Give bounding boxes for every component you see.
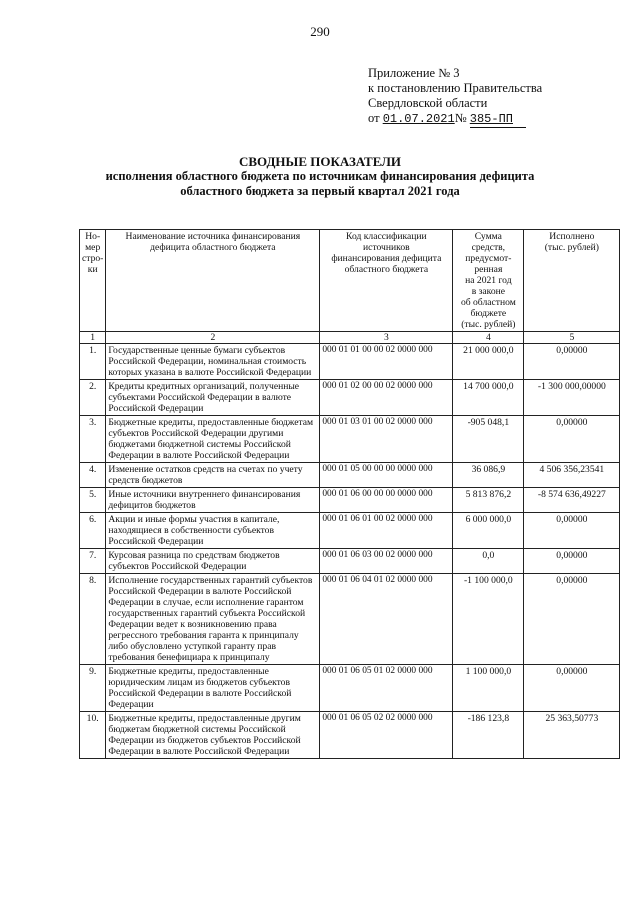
decree-date: 01.07.2021 — [382, 112, 455, 126]
header-planned-sum: Сумма средств, предусмот- ренная на 2021 год в законе об областном бюджете (тыс. рублей) — [453, 230, 524, 332]
column-index-cell: 5 — [524, 332, 620, 344]
source-name-cell: Бюджетные кредиты, предоставленные другим бюджетам бюджетной системы Российской Федерации из бюджетов субъектов Российской Федерации в валюте Российской Федерации — [106, 712, 320, 759]
executed-cell: 25 363,50773 — [524, 712, 620, 759]
title-line3: областного бюджета за первый квартал 2021 года — [180, 184, 460, 198]
row-number-cell: 2. — [80, 380, 106, 416]
planned-sum-cell: 5 813 876,2 — [453, 488, 524, 513]
column-index-cell: 2 — [106, 332, 320, 344]
title-line2: исполнения областного бюджета по источникам финансирования дефицита — [105, 169, 535, 183]
title-line1: СВОДНЫЕ ПОКАЗАТЕЛИ — [238, 154, 402, 169]
planned-sum-cell: 36 086,9 — [453, 463, 524, 488]
page-number: 290 — [310, 24, 330, 39]
table-row — [80, 712, 620, 759]
appendix-line2: к постановлению Правительства — [368, 81, 543, 95]
document-title — [0, 154, 640, 199]
column-index-cell: 1 — [80, 332, 106, 344]
classification-code-cell: 000 01 02 00 00 02 0000 000 — [320, 380, 453, 416]
classification-code-cell: 000 01 03 01 00 02 0000 000 — [320, 416, 453, 463]
source-name-cell: Исполнение государственных гарантий субъектов Российской Федерации в валюте Российской Федерации в случае, если исполнение гарантом государственных гарантий субъекта Российской Федерации ведет к возникновению права регрессного требования гаранта к принципалу либо обусловлено уступкой гаранту прав требования бенефициара к принципалу — [106, 574, 320, 665]
table-row — [80, 463, 620, 488]
header-row-number: Но- мер стро- ки — [80, 230, 106, 332]
row-number-cell: 1. — [80, 344, 106, 380]
table-row — [80, 549, 620, 574]
source-name-cell: Государственные ценные бумаги субъектов Российской Федерации, номинальная стоимость которых указана в валюте Российской Федерации — [106, 344, 320, 380]
row-number-cell: 7. — [80, 549, 106, 574]
date-prefix: от — [368, 111, 380, 125]
row-number-cell: 4. — [80, 463, 106, 488]
planned-sum-cell: -1 100 000,0 — [453, 574, 524, 665]
executed-cell: 0,00000 — [524, 549, 620, 574]
executed-cell: 4 506 356,23541 — [524, 463, 620, 488]
planned-sum-cell: -905 048,1 — [453, 416, 524, 463]
executed-cell: -8 574 636,49227 — [524, 488, 620, 513]
number-prefix: № — [454, 111, 467, 125]
header-executed: Исполнено (тыс. рублей) — [524, 230, 620, 332]
executed-cell: 0,00000 — [524, 344, 620, 380]
planned-sum-cell: 21 000 000,0 — [453, 344, 524, 380]
classification-code-cell: 000 01 06 05 02 02 0000 000 — [320, 712, 453, 759]
planned-sum-cell: 0,0 — [453, 549, 524, 574]
source-name-cell: Бюджетные кредиты, предоставленные юридическим лицам из бюджетов субъектов Российской Федерации в валюте Российской Федерации — [106, 665, 320, 712]
row-number-cell: 6. — [80, 513, 106, 549]
planned-sum-cell: -186 123,8 — [453, 712, 524, 759]
table-header-row — [80, 230, 620, 332]
appendix-block — [368, 66, 542, 128]
column-index-row — [80, 332, 620, 344]
executed-cell: 0,00000 — [524, 416, 620, 463]
budget-table — [79, 229, 620, 759]
row-number-cell: 9. — [80, 665, 106, 712]
classification-code-cell: 000 01 06 03 00 02 0000 000 — [320, 549, 453, 574]
classification-code-cell: 000 01 06 04 01 02 0000 000 — [320, 574, 453, 665]
planned-sum-cell: 6 000 000,0 — [453, 513, 524, 549]
appendix-line3: Свердловской области — [368, 96, 488, 110]
table-row — [80, 416, 620, 463]
classification-code-cell: 000 01 06 01 00 02 0000 000 — [320, 513, 453, 549]
source-name-cell: Изменение остатков средств на счетах по учету средств бюджетов — [106, 463, 320, 488]
source-name-cell: Акции и иные формы участия в капитале, находящиеся в собственности субъектов Российской Федерации — [106, 513, 320, 549]
table-row — [80, 513, 620, 549]
planned-sum-cell: 14 700 000,0 — [453, 380, 524, 416]
executed-cell: 0,00000 — [524, 574, 620, 665]
executed-cell: 0,00000 — [524, 513, 620, 549]
source-name-cell: Курсовая разница по средствам бюджетов субъектов Российской Федерации — [106, 549, 320, 574]
decree-number: 385-ПП — [470, 112, 526, 128]
source-name-cell: Иные источники внутреннего финансирования дефицитов бюджетов — [106, 488, 320, 513]
row-number-cell: 8. — [80, 574, 106, 665]
planned-sum-cell: 1 100 000,0 — [453, 665, 524, 712]
appendix-date-line — [368, 111, 542, 128]
table-row — [80, 344, 620, 380]
classification-code-cell: 000 01 05 00 00 00 0000 000 — [320, 463, 453, 488]
column-index-cell: 3 — [320, 332, 453, 344]
classification-code-cell: 000 01 06 00 00 00 0000 000 — [320, 488, 453, 513]
source-name-cell: Бюджетные кредиты, предоставленные бюджетам субъектов Российской Федерации другими бюджетами бюджетной системы Российской Федерации в валюте Российской Федерации — [106, 416, 320, 463]
row-number-cell: 5. — [80, 488, 106, 513]
executed-cell: 0,00000 — [524, 665, 620, 712]
table-row — [80, 488, 620, 513]
classification-code-cell: 000 01 06 05 01 02 0000 000 — [320, 665, 453, 712]
appendix-line1: Приложение № 3 — [368, 66, 460, 80]
executed-cell: -1 300 000,00000 — [524, 380, 620, 416]
table-body — [80, 344, 620, 759]
row-number-cell: 3. — [80, 416, 106, 463]
header-source-name: Наименование источника финансирования дефицита областного бюджета — [106, 230, 320, 332]
row-number-cell: 10. — [80, 712, 106, 759]
header-classification-code: Код классификации источников финансирования дефицита областного бюджета — [320, 230, 453, 332]
classification-code-cell: 000 01 01 00 00 02 0000 000 — [320, 344, 453, 380]
table-row — [80, 380, 620, 416]
table-row — [80, 574, 620, 665]
table-row — [80, 665, 620, 712]
source-name-cell: Кредиты кредитных организаций, полученные субъектами Российской Федерации в валюте Российской Федерации — [106, 380, 320, 416]
column-index-cell: 4 — [453, 332, 524, 344]
